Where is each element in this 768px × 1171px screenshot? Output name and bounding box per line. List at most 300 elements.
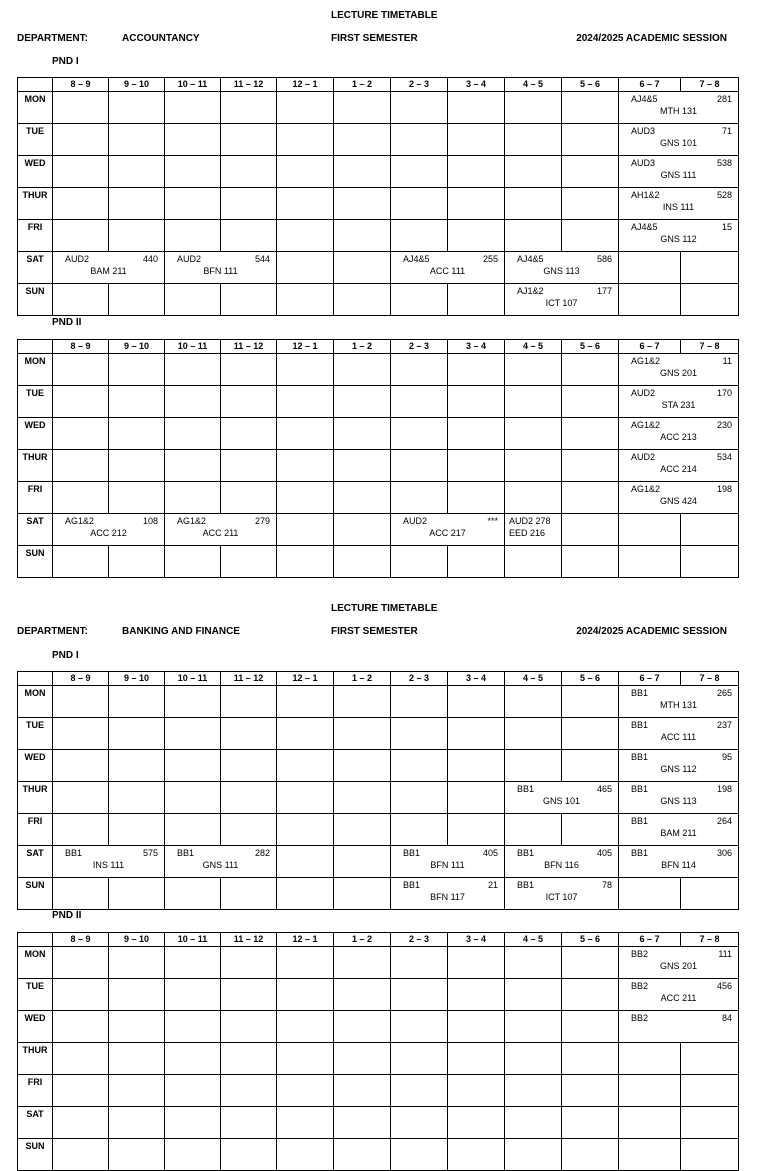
course-code: GNS 111 — [660, 170, 697, 180]
empty-slot — [277, 782, 334, 814]
empty-slot — [505, 386, 562, 418]
hour-header: 4 – 5 — [505, 933, 562, 947]
entry-content — [619, 482, 738, 511]
class-group: BB1 — [517, 848, 535, 858]
entry-content — [391, 878, 504, 907]
day-label: SAT — [18, 846, 53, 878]
empty-slot — [221, 947, 277, 979]
empty-slot — [109, 686, 165, 718]
empty-slot — [448, 947, 505, 979]
day-row — [18, 386, 739, 418]
day-label: MON — [18, 947, 53, 979]
day-label: WED — [18, 1011, 53, 1043]
empty-slot — [619, 1075, 681, 1107]
empty-slot — [562, 386, 619, 418]
empty-slot — [277, 284, 334, 316]
session-label: 2024/2025 ACADEMIC SESSION — [576, 626, 727, 637]
student-count: 279 — [254, 516, 270, 526]
student-count: 465 — [596, 784, 612, 794]
empty-slot — [448, 354, 505, 386]
student-count: 264 — [716, 816, 732, 826]
empty-slot — [165, 156, 221, 188]
empty-slot — [53, 1011, 109, 1043]
empty-slot — [448, 482, 505, 514]
day-row — [18, 354, 739, 386]
empty-slot — [109, 418, 165, 450]
empty-slot — [109, 1043, 165, 1075]
table-label: PND II — [52, 910, 82, 921]
empty-slot — [334, 156, 391, 188]
empty-slot — [391, 1107, 448, 1139]
timetable-entry — [391, 514, 505, 546]
empty-slot — [391, 1043, 448, 1075]
empty-slot — [109, 718, 165, 750]
empty-slot — [53, 418, 109, 450]
empty-slot — [277, 1011, 334, 1043]
timetable-entry — [619, 782, 739, 814]
day-label: FRI — [18, 1075, 53, 1107]
student-count: 255 — [482, 254, 498, 264]
entry-content — [505, 846, 618, 875]
empty-slot — [53, 1107, 109, 1139]
day-row — [18, 418, 739, 450]
empty-slot — [277, 482, 334, 514]
timetable-entry — [391, 878, 505, 910]
course-code: GNS 112 — [660, 764, 697, 774]
course-code: GNS 113 — [660, 796, 697, 806]
course-code: INS 111 — [662, 202, 695, 212]
empty-slot — [334, 1139, 391, 1171]
empty-slot — [505, 1043, 562, 1075]
empty-slot — [334, 846, 391, 878]
empty-slot — [505, 979, 562, 1011]
empty-slot — [221, 284, 277, 316]
empty-slot — [221, 156, 277, 188]
student-count: 15 — [721, 222, 732, 232]
empty-slot — [53, 947, 109, 979]
hour-header: 7 – 8 — [681, 78, 739, 92]
empty-slot — [221, 482, 277, 514]
student-count: 456 — [716, 981, 732, 991]
empty-slot — [53, 220, 109, 252]
empty-slot — [109, 1107, 165, 1139]
hour-header: 1 – 2 — [334, 933, 391, 947]
timetable-entry — [619, 718, 739, 750]
timetable-title: LECTURE TIMETABLE — [331, 10, 438, 21]
day-label: THUR — [18, 782, 53, 814]
empty-slot — [165, 1139, 221, 1171]
entry-content — [505, 514, 561, 543]
empty-slot — [165, 92, 221, 124]
course-code: BFN 117 — [430, 892, 465, 902]
class-group: AG1&2 — [631, 356, 661, 366]
empty-slot — [165, 686, 221, 718]
day-label: WED — [18, 750, 53, 782]
student-count: 281 — [716, 94, 732, 104]
timetable-entry — [53, 252, 165, 284]
day-row — [18, 718, 739, 750]
day-row — [18, 156, 739, 188]
empty-slot — [165, 718, 221, 750]
class-group: AUD2 278 — [509, 516, 551, 526]
timetable-entry — [619, 450, 739, 482]
entry-content — [619, 220, 738, 249]
empty-slot — [562, 814, 619, 846]
empty-slot — [165, 284, 221, 316]
timetable-entry — [165, 514, 277, 546]
empty-slot — [165, 814, 221, 846]
empty-slot — [334, 1107, 391, 1139]
course-code: GNS 201 — [659, 368, 698, 378]
empty-slot — [681, 546, 739, 578]
day-label: SAT — [18, 1107, 53, 1139]
empty-slot — [562, 1043, 619, 1075]
empty-slot — [448, 386, 505, 418]
timetable-entry — [165, 252, 277, 284]
empty-slot — [391, 92, 448, 124]
class-group: AJ1&2 — [517, 286, 544, 296]
day-label: FRI — [18, 220, 53, 252]
student-count: *** — [487, 516, 498, 526]
timetable-entry — [619, 1011, 739, 1043]
student-count: 306 — [716, 848, 732, 858]
hour-header: 9 – 10 — [109, 78, 165, 92]
course-code: GNS 101 — [542, 796, 581, 806]
empty-slot — [277, 386, 334, 418]
timetable-entry — [391, 252, 505, 284]
course-code: GNS 101 — [659, 138, 698, 148]
empty-slot — [448, 718, 505, 750]
empty-slot — [448, 546, 505, 578]
course-code: GNS 424 — [659, 496, 698, 506]
day-label: THUR — [18, 1043, 53, 1075]
table-label: PND I — [52, 56, 79, 67]
day-label: WED — [18, 156, 53, 188]
empty-slot — [109, 979, 165, 1011]
course-code: BFN 111 — [430, 860, 465, 870]
empty-slot — [681, 878, 739, 910]
empty-slot — [277, 750, 334, 782]
empty-slot — [448, 782, 505, 814]
hour-header: 10 – 11 — [165, 78, 221, 92]
hour-header: 11 – 12 — [221, 78, 277, 92]
student-count: 265 — [716, 688, 732, 698]
empty-slot — [277, 252, 334, 284]
student-count: 405 — [596, 848, 612, 858]
day-row — [18, 450, 739, 482]
corner-cell — [18, 672, 53, 686]
empty-slot — [619, 514, 681, 546]
course-code: ACC 214 — [660, 464, 697, 474]
hour-header: 1 – 2 — [334, 78, 391, 92]
empty-slot — [277, 814, 334, 846]
day-row — [18, 514, 739, 546]
empty-slot — [221, 354, 277, 386]
day-label: TUE — [18, 979, 53, 1011]
course-code: ACC 211 — [660, 993, 697, 1003]
hour-header: 5 – 6 — [562, 340, 619, 354]
empty-slot — [505, 814, 562, 846]
empty-slot — [448, 1043, 505, 1075]
course-code: EED 216 — [509, 528, 546, 538]
entry-content — [619, 718, 738, 747]
empty-slot — [391, 450, 448, 482]
empty-slot — [109, 92, 165, 124]
corner-cell — [18, 340, 53, 354]
hour-header: 2 – 3 — [391, 340, 448, 354]
day-row — [18, 947, 739, 979]
entry-content — [619, 846, 738, 875]
course-code: BAM 211 — [90, 266, 127, 276]
empty-slot — [53, 92, 109, 124]
timetable-entry — [619, 418, 739, 450]
entry-content — [619, 156, 738, 185]
course-code: GNS 113 — [543, 266, 580, 276]
empty-slot — [334, 1011, 391, 1043]
class-group: BB1 — [65, 848, 83, 858]
empty-slot — [391, 686, 448, 718]
hour-header: 3 – 4 — [448, 340, 505, 354]
empty-slot — [505, 124, 562, 156]
empty-slot — [391, 156, 448, 188]
class-group: BB1 — [177, 848, 195, 858]
empty-slot — [277, 450, 334, 482]
entry-content — [505, 782, 618, 811]
table-label: PND II — [52, 317, 82, 328]
empty-slot — [277, 156, 334, 188]
class-group: AUD2 — [631, 388, 656, 398]
hour-header: 7 – 8 — [681, 933, 739, 947]
timetable-grid — [17, 339, 739, 578]
empty-slot — [277, 188, 334, 220]
empty-slot — [277, 1043, 334, 1075]
empty-slot — [562, 450, 619, 482]
entry-content — [619, 92, 738, 121]
hour-header: 11 – 12 — [221, 933, 277, 947]
student-count: 170 — [716, 388, 732, 398]
empty-slot — [619, 284, 681, 316]
empty-slot — [391, 814, 448, 846]
hour-header: 2 – 3 — [391, 933, 448, 947]
empty-slot — [53, 1043, 109, 1075]
empty-slot — [277, 947, 334, 979]
empty-slot — [448, 284, 505, 316]
empty-slot — [505, 750, 562, 782]
hour-header: 11 – 12 — [221, 672, 277, 686]
entry-content — [619, 686, 738, 715]
day-row — [18, 1139, 739, 1171]
empty-slot — [165, 947, 221, 979]
hour-header: 12 – 1 — [277, 933, 334, 947]
empty-slot — [221, 450, 277, 482]
empty-slot — [448, 188, 505, 220]
entry-content — [619, 814, 738, 843]
hour-header: 6 – 7 — [619, 672, 681, 686]
empty-slot — [221, 718, 277, 750]
entry-content — [619, 1011, 738, 1040]
timetable-grid — [17, 77, 739, 316]
hour-header: 11 – 12 — [221, 340, 277, 354]
class-group: BB1 — [631, 688, 649, 698]
empty-slot — [505, 1107, 562, 1139]
empty-slot — [53, 878, 109, 910]
day-row — [18, 1107, 739, 1139]
empty-slot — [53, 750, 109, 782]
entry-content — [619, 450, 738, 479]
hour-header: 4 – 5 — [505, 78, 562, 92]
entry-content — [619, 750, 738, 779]
timetable-entry — [53, 514, 165, 546]
day-row — [18, 284, 739, 316]
timetable-entry — [165, 846, 277, 878]
empty-slot — [221, 386, 277, 418]
empty-slot — [391, 1139, 448, 1171]
class-group: BB1 — [517, 784, 535, 794]
empty-slot — [562, 1107, 619, 1139]
empty-slot — [505, 686, 562, 718]
empty-slot — [109, 1011, 165, 1043]
timetable-entry — [619, 686, 739, 718]
class-group: BB1 — [631, 720, 649, 730]
empty-slot — [334, 979, 391, 1011]
hour-header: 10 – 11 — [165, 672, 221, 686]
empty-slot — [562, 1011, 619, 1043]
hour-header: 8 – 9 — [53, 672, 109, 686]
empty-slot — [109, 354, 165, 386]
empty-slot — [221, 546, 277, 578]
department-name: ACCOUNTANCY — [122, 33, 200, 44]
course-code: ICT 107 — [545, 298, 578, 308]
day-label: SUN — [18, 1139, 53, 1171]
course-code: BFN 114 — [661, 860, 696, 870]
empty-slot — [277, 686, 334, 718]
empty-slot — [505, 450, 562, 482]
course-code: ACC 211 — [202, 528, 239, 538]
entry-content — [619, 386, 738, 415]
empty-slot — [391, 482, 448, 514]
day-label: SAT — [18, 252, 53, 284]
class-group: AUD2 — [177, 254, 202, 264]
student-count: 528 — [716, 190, 732, 200]
empty-slot — [505, 947, 562, 979]
day-label: MON — [18, 686, 53, 718]
empty-slot — [562, 156, 619, 188]
entry-content — [505, 878, 618, 907]
empty-slot — [391, 354, 448, 386]
hour-header: 8 – 9 — [53, 933, 109, 947]
student-count: 544 — [254, 254, 270, 264]
timetable-entry — [619, 188, 739, 220]
student-count: 440 — [142, 254, 158, 264]
empty-slot — [221, 686, 277, 718]
class-group: BB2 — [631, 1013, 649, 1023]
empty-slot — [448, 450, 505, 482]
day-label: SUN — [18, 546, 53, 578]
empty-slot — [165, 1011, 221, 1043]
class-group: AJ4&5 — [631, 94, 658, 104]
timetable-entry — [505, 782, 619, 814]
day-row — [18, 846, 739, 878]
empty-slot — [221, 1011, 277, 1043]
class-group: AUD2 — [631, 452, 656, 462]
empty-slot — [505, 188, 562, 220]
empty-slot — [221, 92, 277, 124]
hour-header: 6 – 7 — [619, 340, 681, 354]
entry-content — [505, 252, 618, 281]
day-label: TUE — [18, 718, 53, 750]
empty-slot — [448, 156, 505, 188]
empty-slot — [165, 546, 221, 578]
empty-slot — [505, 1139, 562, 1171]
empty-slot — [619, 1139, 681, 1171]
empty-slot — [221, 188, 277, 220]
empty-slot — [391, 188, 448, 220]
hour-header: 5 – 6 — [562, 78, 619, 92]
class-group: AG1&2 — [177, 516, 207, 526]
day-row — [18, 750, 739, 782]
day-label: WED — [18, 418, 53, 450]
timetable-entry — [505, 878, 619, 910]
empty-slot — [277, 979, 334, 1011]
day-row — [18, 220, 739, 252]
hour-header: 12 – 1 — [277, 340, 334, 354]
empty-slot — [165, 482, 221, 514]
empty-slot — [391, 284, 448, 316]
day-row — [18, 92, 739, 124]
empty-slot — [53, 482, 109, 514]
day-label: FRI — [18, 814, 53, 846]
course-code: ACC 217 — [429, 528, 466, 538]
empty-slot — [334, 284, 391, 316]
hour-header: 9 – 10 — [109, 340, 165, 354]
class-group: BB1 — [631, 784, 649, 794]
hour-header: 1 – 2 — [334, 340, 391, 354]
empty-slot — [53, 1139, 109, 1171]
hour-header: 12 – 1 — [277, 78, 334, 92]
class-group: AG1&2 — [65, 516, 95, 526]
entry-content — [53, 846, 164, 875]
empty-slot — [619, 546, 681, 578]
empty-slot — [562, 514, 619, 546]
empty-slot — [277, 1139, 334, 1171]
day-row — [18, 1011, 739, 1043]
student-count: 198 — [716, 484, 732, 494]
course-code: BAM 211 — [660, 828, 697, 838]
empty-slot — [681, 1107, 739, 1139]
empty-slot — [277, 354, 334, 386]
course-code: GNS 111 — [202, 860, 239, 870]
hour-header: 5 – 6 — [562, 672, 619, 686]
class-group: BB1 — [631, 848, 649, 858]
empty-slot — [53, 979, 109, 1011]
course-code: BFN 116 — [544, 860, 579, 870]
hour-header: 8 – 9 — [53, 340, 109, 354]
empty-slot — [334, 482, 391, 514]
empty-slot — [53, 814, 109, 846]
table-label: PND I — [52, 650, 79, 661]
hour-header: 1 – 2 — [334, 672, 391, 686]
empty-slot — [562, 482, 619, 514]
day-label: SAT — [18, 514, 53, 546]
empty-slot — [334, 514, 391, 546]
empty-slot — [391, 718, 448, 750]
timetable-entry — [619, 750, 739, 782]
empty-slot — [505, 354, 562, 386]
empty-slot — [221, 220, 277, 252]
empty-slot — [53, 546, 109, 578]
empty-slot — [391, 947, 448, 979]
day-label: MON — [18, 354, 53, 386]
